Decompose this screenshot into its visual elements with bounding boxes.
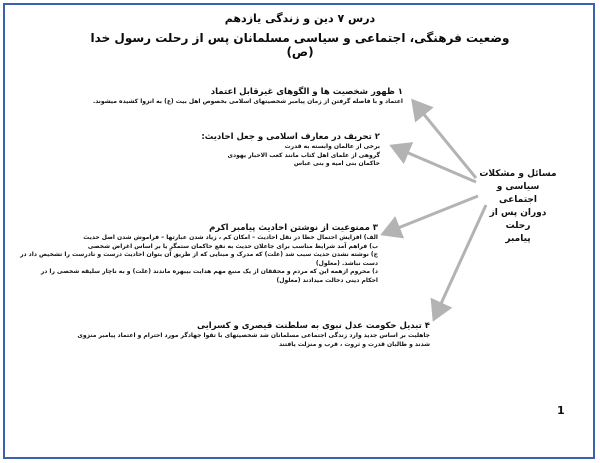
section-3-line-3: ج) نوشته نشدن حدیث سبب شد (علت) که مدرک و مبنایی که از طریق آن بتوان احادیث درست و نادرست را تشخیص داد در xyxy=(20,251,378,259)
page-number: 1 xyxy=(557,404,565,417)
section-3 xyxy=(20,222,378,286)
page-title: درس ۷ دین و زندگی یازدهم xyxy=(224,12,376,25)
section-4-line-2: شدند و طالبان قدرت و ثروت ، قرب و منزلت یافتند xyxy=(278,340,430,348)
hub-line-4: پیامبر xyxy=(505,234,531,244)
section-2 xyxy=(150,131,380,169)
section-4-title: ۴ تبدیل حکومت عدل نبوی به سلطنت قیصری و کسرایی xyxy=(197,321,430,331)
page-subtitle: وضعیت فرهنگی، اجتماعی و سیاسی مسلمانان پس از رحلت رسول خدا (ص) xyxy=(90,31,510,59)
section-3-line-5: د) محروم ازهمه این که مردم و محققان از یک منبع مهم هدایت بیبهره ماندند (علت) و به ناچار سلیقه شخصی را در xyxy=(40,268,378,276)
hub-line-1: مسائل و مشکلات xyxy=(479,169,557,179)
section-2-line-1: برخی از عالمان وابسته به قدرت xyxy=(284,143,380,150)
section-3-line-1: الف) افزایش احتمال خطا در نقل احادیث – امکان کم ، زیاد شدن عبارتها – فراموش شدن اصل حدیث xyxy=(83,234,378,241)
section-1-title: ۱ ظهور شخصیت ها و الگوهای غیرقابل اعتماد xyxy=(210,87,403,97)
section-2-line-2: گروهی از علمای اهل کتاب مانند کعب الاحبار یهودی xyxy=(227,151,380,159)
hub-label xyxy=(478,168,558,246)
hub-line-2: سیاسی و اجتماعی xyxy=(496,182,540,205)
arrow-to-section-1 xyxy=(413,101,476,178)
hub-line-3: دوران پس از رحلت xyxy=(489,208,547,231)
section-3-title: ۳ ممنوعیت از نوشتن احادیث پیامبر اکرم xyxy=(209,223,378,233)
section-1-line-1: اعتماد و با فاصله گرفتن از زمان پیامبر شخصیتهای اسلامی بخصوص اهل بیت (ع) به انزوا کشیده میشوند. xyxy=(92,98,403,105)
section-2-line-3: حاکمان بنی امیه و بنی عباس xyxy=(293,160,380,168)
section-3-line-6: احکام دینی دخالت میدادند (معلول) xyxy=(276,276,378,284)
section-4 xyxy=(77,320,430,349)
section-2-title: ۲ تحریف در معارف اسلامی و جعل احادیث: xyxy=(201,132,380,142)
section-1 xyxy=(60,86,403,107)
section-4-line-1: جاهلیت بر اساس جدید وارد زندگی اجتماعی مسلمانان شد شخصیتهای با تقوا جهادگر مورد احترام و اعتماد پیامبر منزوی xyxy=(77,332,430,339)
section-3-line-4: دست نباشد. (معلول) xyxy=(315,259,378,267)
arrow-to-section-3 xyxy=(383,196,478,234)
section-3-line-2: ب) فراهم آمد شرایط مناسب برای جاعلان حدیث به نفع حاکمان ستمگر یا بر اساس اغراض شخصی xyxy=(87,242,378,250)
